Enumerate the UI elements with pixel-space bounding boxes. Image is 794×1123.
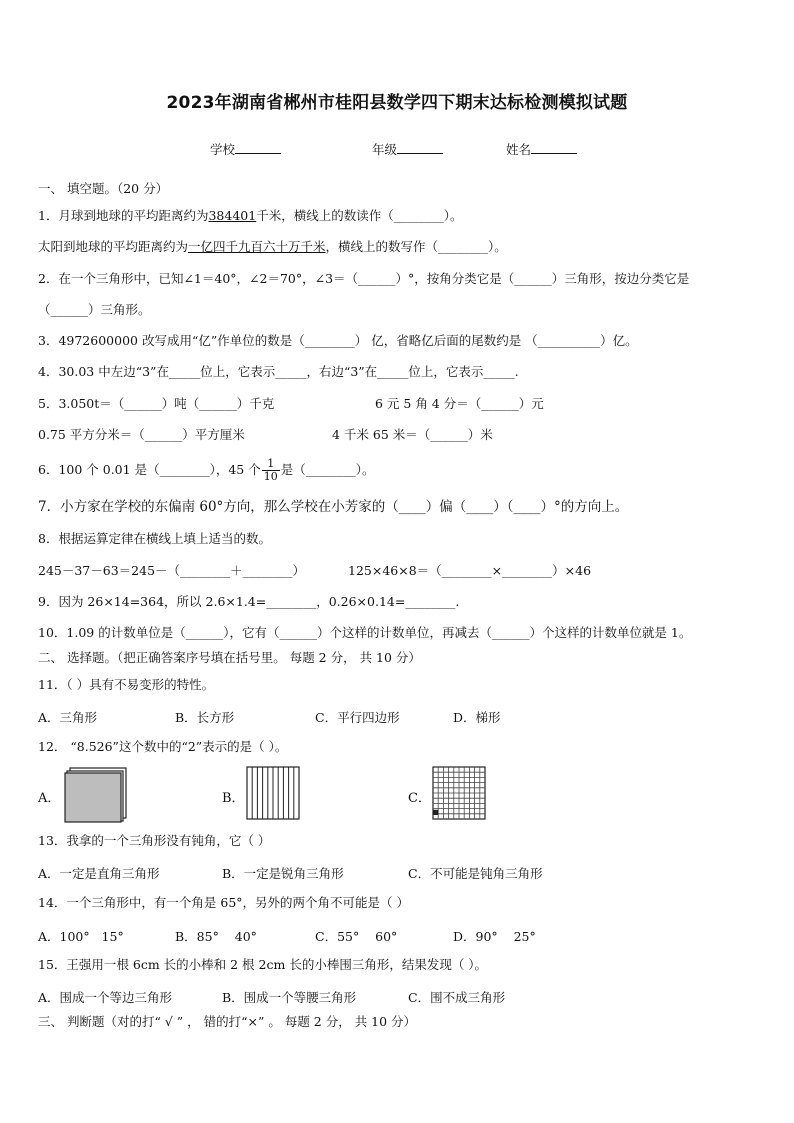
- q12-figure-c[interactable]: [432, 766, 488, 822]
- q1b-prefix: 太阳到地球的平均距离约为: [38, 239, 189, 254]
- question-5d: 4 千米 65 米＝（______）米: [332, 427, 493, 442]
- q1b-suffix: ，横线上的数写作（________）。: [325, 239, 507, 254]
- q11-option-a[interactable]: A．三角形: [38, 710, 98, 725]
- name-field: [506, 140, 577, 158]
- grade-blank[interactable]: [397, 141, 443, 154]
- q6-numerator: 1: [262, 458, 280, 471]
- section2-heading: 二、 选择题。（把正确答案序号填在括号里。 每题 2 分， 共 10 分）: [38, 650, 421, 665]
- question-5b: 6 元 5 角 4 分＝（______）元: [375, 396, 544, 411]
- question-8a: 245－37－63＝245－（________＋________）: [38, 563, 306, 578]
- q14-option-d[interactable]: D．90° 25°: [453, 929, 536, 944]
- question-3: 3．4972600000 改写成用“亿”作单位的数是（________） 亿，省略亿后面的尾数约是 （__________）亿。: [38, 333, 638, 348]
- question-5a: 5．3.050t＝（______）吨（______）千克: [38, 396, 275, 411]
- question-12: 12． “8.526”这个数中的“2”表示的是（ ）。: [38, 739, 288, 754]
- q14-option-a[interactable]: A．100° 15°: [38, 929, 124, 944]
- grade-field: [372, 140, 443, 158]
- question-2b: （______）三角形。: [38, 302, 151, 317]
- q6-denominator: 10: [263, 470, 278, 483]
- section3-heading: 三、 判断题（对的打“ √ ” ， 错的打“×” 。 每题 2 分， 共 10 分）: [38, 1014, 417, 1029]
- question-1b: [38, 239, 507, 255]
- q1a-suffix: 千米，横线上的数读作（________）。: [256, 208, 463, 223]
- q1b-number: 一亿四千九百六十万千米: [188, 239, 326, 254]
- name-label: 姓名: [506, 142, 532, 157]
- q6-fraction: [262, 458, 280, 483]
- q12-label-c[interactable]: C．: [408, 791, 431, 806]
- question-4: 4．30.03 中左边“3”在_____位上，它表示_____，右边“3”在_____位上，它表示_____.: [38, 364, 519, 379]
- school-blank[interactable]: [235, 141, 281, 154]
- q1a-number: 384401: [208, 208, 257, 223]
- question-7: 7．小方家在学校的东偏南 60°方向，那么学校在小芳家的（____）偏（____）（____）°的方向上。: [38, 499, 629, 515]
- question-2a: 2．在一个三角形中，已知∠1＝40°，∠2＝70°，∠3＝（______）°，按角分类它是（______）三角形，按边分类它是: [38, 271, 690, 286]
- q11-option-c[interactable]: C．平行四边形: [315, 710, 400, 725]
- section1-heading: 一、 填空题。（20 分）: [38, 181, 169, 196]
- q11-option-b[interactable]: B．长方形: [175, 710, 235, 725]
- question-15: 15．王强用一根 6cm 长的小棒和 2 根 2cm 长的小棒围三角形，结果发现（ ）。: [38, 957, 488, 972]
- q11-option-d[interactable]: D．梯形: [453, 710, 501, 725]
- page-title: 2023年湖南省郴州市桂阳县数学四下期末达标检测模拟试题: [166, 93, 628, 113]
- question-11: 11．（ ）具有不易变形的特性。: [38, 677, 215, 692]
- name-blank[interactable]: [531, 141, 577, 154]
- q13-option-b[interactable]: B．一定是锐角三角形: [222, 866, 344, 881]
- q12-figure-a[interactable]: [64, 767, 130, 823]
- q15-option-b[interactable]: B．围成一个等腰三角形: [222, 990, 357, 1005]
- question-1a: [38, 208, 462, 224]
- school-field: [210, 140, 281, 158]
- q12-label-b[interactable]: B．: [222, 791, 245, 806]
- q15-option-a[interactable]: A．围成一个等边三角形: [38, 990, 173, 1005]
- question-5c: 0.75 平方分米＝（______）平方厘米: [38, 427, 245, 442]
- q12-label-a[interactable]: A．: [38, 791, 61, 806]
- q13-option-c[interactable]: C．不可能是钝角三角形: [408, 866, 543, 881]
- q15-option-c[interactable]: C．围不成三角形: [408, 990, 506, 1005]
- question-8: 8．根据运算定律在横线上填上适当的数。: [38, 531, 271, 546]
- q12-figure-b[interactable]: [246, 766, 302, 822]
- grade-label: 年级: [372, 142, 398, 157]
- q14-option-c[interactable]: C．55° 60°: [315, 929, 398, 944]
- q6-prefix: 6．100 个 0.01 是（________），45 个: [38, 462, 261, 477]
- question-10: 10．1.09 的计数单位是（______），它有（______）个这样的计数单位，再减去（______）个这样的计数单位就是 1。: [38, 625, 692, 640]
- school-label: 学校: [210, 142, 236, 157]
- question-13: 13．我拿的一个三角形没有钝角，它（ ）: [38, 833, 271, 848]
- q1a-prefix: 1．月球到地球的平均距离约为: [38, 208, 209, 223]
- question-14: 14．一个三角形中，有一个角是 65°，另外的两个角不可能是（ ）: [38, 895, 410, 910]
- question-9: 9．因为 26×14=364，所以 2.6×1.4=________，0.26×0.14=________.: [38, 594, 460, 609]
- q6-suffix: 是（________）。: [280, 462, 375, 477]
- question-8b: 125×46×8＝（________×________）×46: [348, 563, 592, 578]
- question-6: [38, 457, 374, 483]
- q13-option-a[interactable]: A．一定是直角三角形: [38, 866, 160, 881]
- q14-option-b[interactable]: B．85° 40°: [175, 929, 257, 944]
